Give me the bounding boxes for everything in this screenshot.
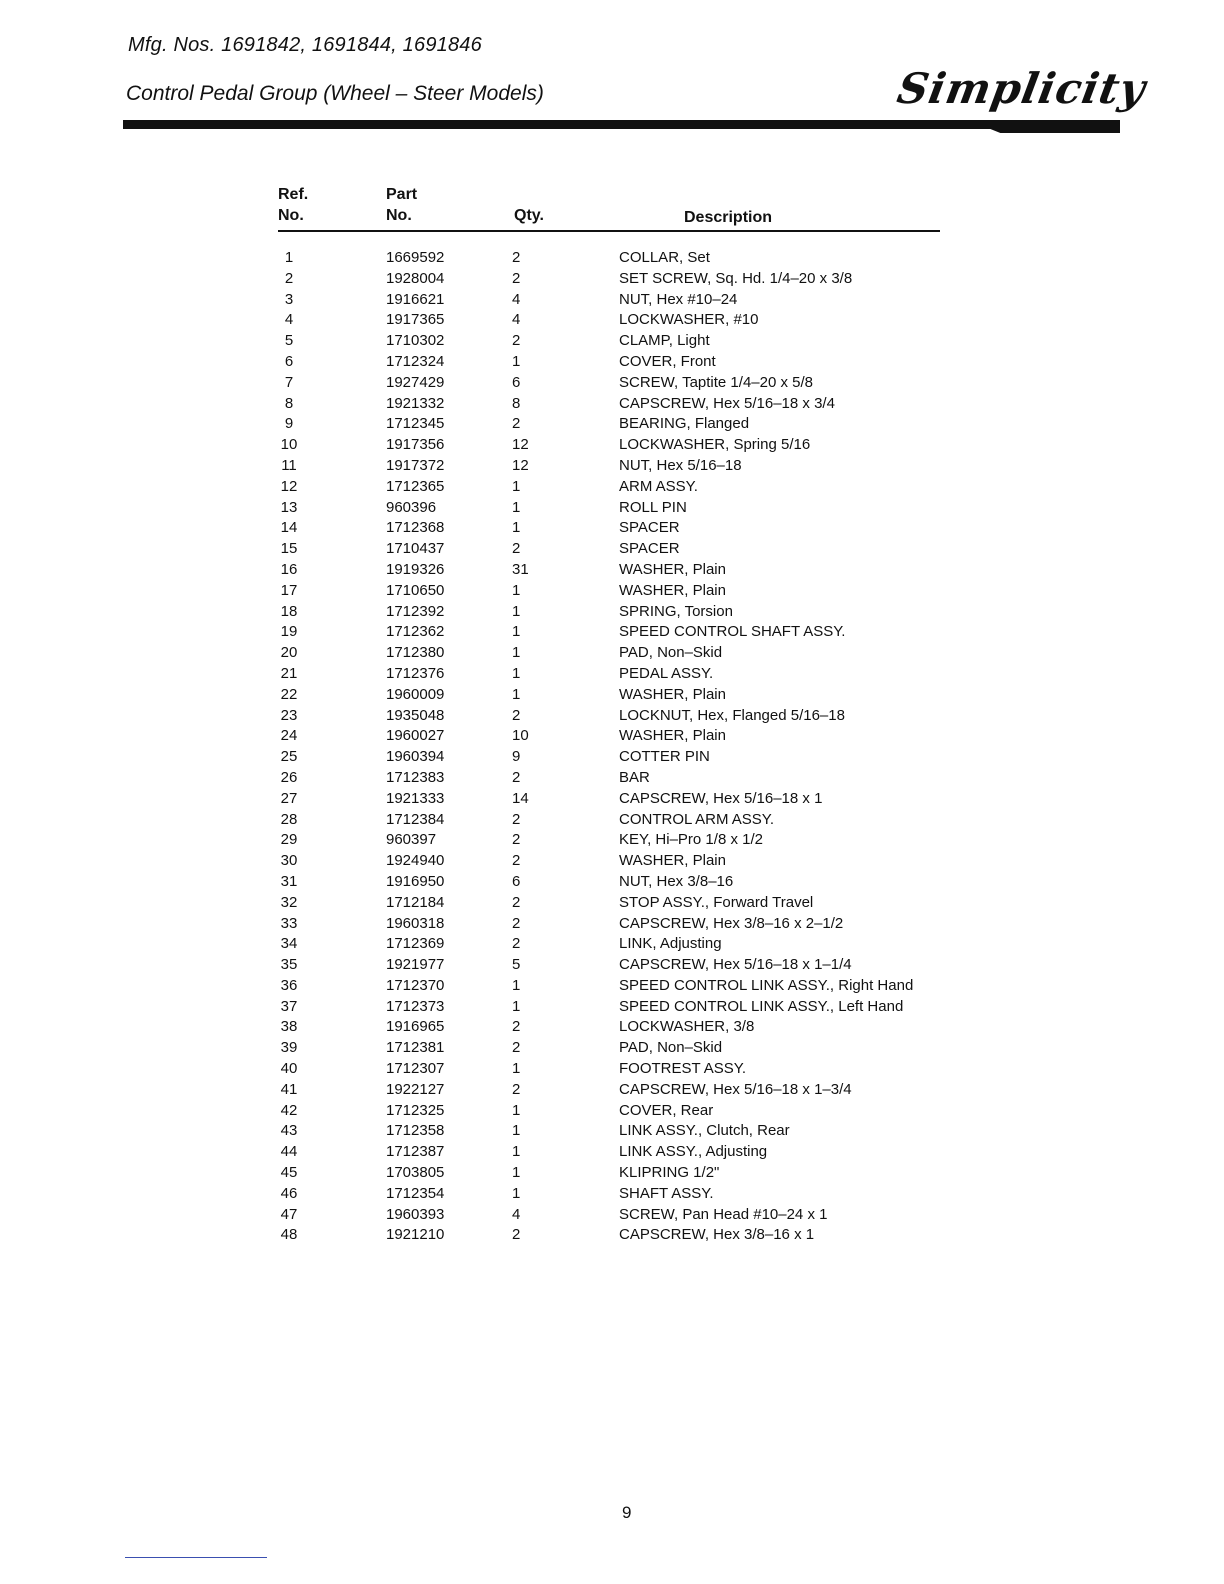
part-number: 1712307 [386, 1060, 445, 1078]
table-row [0, 1101, 1224, 1122]
table-row [0, 373, 1224, 394]
table-row [0, 893, 1224, 914]
quantity: 1 [512, 997, 521, 1015]
ref-number: 29 [280, 831, 298, 849]
quantity: 6 [512, 373, 521, 391]
ref-number: 6 [284, 352, 294, 370]
column-header-qty: Qty. [514, 207, 544, 224]
part-number: 1921977 [386, 956, 445, 974]
ref-number: 28 [280, 810, 298, 828]
table-row [0, 976, 1224, 997]
table-row [0, 643, 1224, 664]
part-number: 1916965 [386, 1018, 445, 1036]
quantity: 4 [512, 290, 521, 308]
quantity: 5 [512, 956, 521, 974]
quantity: 6 [512, 872, 521, 890]
description: CAPSCREW, Hex 3/8–16 x 1 [619, 1226, 815, 1244]
description: SET SCREW, Sq. Hd. 1/4–20 x 3/8 [619, 269, 853, 287]
table-row [0, 706, 1224, 727]
table-row [0, 789, 1224, 810]
table-row [0, 1163, 1224, 1184]
part-number: 1712381 [386, 1039, 445, 1057]
quantity: 2 [512, 1080, 521, 1098]
ref-number: 43 [280, 1122, 298, 1140]
quantity: 2 [512, 269, 521, 287]
description: SPRING, Torsion [619, 602, 733, 620]
part-number: 1712384 [386, 810, 445, 828]
quantity: 2 [512, 706, 521, 724]
quantity: 1 [512, 602, 521, 620]
table-row [0, 456, 1224, 477]
description: KEY, Hi–Pro 1/8 x 1/2 [619, 831, 763, 849]
table-row [0, 685, 1224, 706]
table-row [0, 602, 1224, 623]
ref-number: 38 [280, 1018, 298, 1036]
table-row [0, 498, 1224, 519]
table-row [0, 872, 1224, 893]
table-row [0, 269, 1224, 290]
ref-number: 46 [280, 1184, 298, 1202]
table-row [0, 581, 1224, 602]
description: SCREW, Taptite 1/4–20 x 5/8 [619, 373, 813, 391]
table-row [0, 830, 1224, 851]
quantity: 2 [512, 1039, 521, 1057]
part-number: 1916950 [386, 872, 445, 890]
table-row [0, 1184, 1224, 1205]
part-number: 1917365 [386, 311, 445, 329]
quantity: 2 [512, 249, 521, 266]
quantity: 9 [512, 748, 521, 766]
description: ROLL PIN [619, 498, 687, 516]
table-row [0, 1059, 1224, 1080]
part-number: 1928004 [386, 269, 445, 287]
quantity: 12 [512, 456, 529, 474]
table-row [0, 1121, 1224, 1142]
part-number: 1712345 [386, 415, 445, 433]
table-row [0, 934, 1224, 955]
brand-logo: Simplicity [893, 64, 1150, 113]
description: BAR [619, 768, 650, 786]
table-row [0, 1017, 1224, 1038]
column-header-ref-line1: Ref. [278, 186, 309, 203]
quantity: 4 [512, 311, 521, 329]
description: NUT, Hex 5/16–18 [619, 456, 742, 474]
table-row [0, 435, 1224, 456]
table-row [0, 768, 1224, 789]
column-header-part-line1: Part [386, 186, 418, 203]
description: BEARING, Flanged [619, 415, 750, 433]
part-number: 960397 [386, 831, 437, 849]
quantity: 2 [512, 831, 521, 849]
part-number: 1919326 [386, 560, 445, 578]
part-number: 1917356 [386, 436, 445, 454]
table-row [0, 997, 1224, 1018]
part-number: 1669592 [386, 249, 445, 266]
quantity: 2 [512, 540, 521, 558]
quantity: 14 [512, 789, 529, 807]
ref-number: 9 [284, 415, 294, 433]
table-row [0, 810, 1224, 831]
ref-number: 23 [280, 706, 298, 724]
description: CAPSCREW, Hex 5/16–18 x 1–1/4 [619, 956, 852, 974]
part-number: 1703805 [386, 1164, 445, 1182]
quantity: 1 [512, 685, 521, 703]
table-row [0, 747, 1224, 768]
description: LOCKWASHER, #10 [619, 311, 759, 329]
bottom-link-line [125, 1557, 267, 1558]
description: LINK, Adjusting [619, 935, 722, 953]
part-number: 1916621 [386, 290, 445, 308]
description: COLLAR, Set [619, 249, 710, 266]
part-number: 1935048 [386, 706, 445, 724]
quantity: 31 [512, 560, 529, 578]
description: CAPSCREW, Hex 5/16–18 x 1–3/4 [619, 1080, 852, 1098]
header-rule [123, 120, 1120, 129]
quantity: 2 [512, 415, 521, 433]
ref-number: 20 [280, 644, 298, 662]
quantity: 2 [512, 852, 521, 870]
quantity: 2 [512, 332, 521, 350]
ref-number: 1 [284, 249, 294, 266]
description: SPEED CONTROL LINK ASSY., Left Hand [619, 997, 904, 1015]
part-number: 1712368 [386, 519, 445, 537]
page-title: Control Pedal Group (Wheel – Steer Models) [126, 82, 544, 105]
description: SPEED CONTROL LINK ASSY., Right Hand [619, 976, 914, 994]
column-header-ref-line2: No. [278, 207, 304, 224]
quantity: 1 [512, 1122, 521, 1140]
quantity: 1 [512, 1060, 521, 1078]
table-row [0, 955, 1224, 976]
description: ARM ASSY. [619, 477, 698, 495]
description: LINK ASSY., Adjusting [619, 1143, 768, 1161]
page-number: 9 [622, 1503, 632, 1522]
description: STOP ASSY., Forward Travel [619, 893, 814, 911]
part-number: 1927429 [386, 373, 445, 391]
part-number: 1921332 [386, 394, 445, 412]
quantity: 2 [512, 810, 521, 828]
ref-number: 40 [280, 1060, 298, 1078]
description: CLAMP, Light [619, 332, 710, 350]
description: LOCKWASHER, 3/8 [619, 1018, 755, 1036]
ref-number: 31 [280, 872, 298, 890]
quantity: 1 [512, 581, 521, 599]
table-row [0, 1142, 1224, 1163]
table-row [0, 1038, 1224, 1059]
part-number: 960396 [386, 498, 437, 516]
quantity: 2 [512, 1018, 521, 1036]
quantity: 1 [512, 477, 521, 495]
description: NUT, Hex 3/8–16 [619, 872, 734, 890]
table-row [0, 664, 1224, 685]
ref-number: 41 [280, 1080, 298, 1098]
ref-number: 27 [280, 789, 298, 807]
ref-number: 44 [280, 1143, 298, 1161]
table-row [0, 331, 1224, 352]
description: NUT, Hex #10–24 [619, 290, 738, 308]
table-row [0, 414, 1224, 435]
part-number: 1960393 [386, 1205, 445, 1223]
quantity: 1 [512, 1101, 521, 1119]
ref-number: 14 [280, 519, 298, 537]
ref-number: 25 [280, 748, 298, 766]
description: SPACER [619, 540, 680, 558]
description: WASHER, Plain [619, 560, 726, 578]
table-row [0, 851, 1224, 872]
part-number: 1712358 [386, 1122, 445, 1140]
ref-number: 8 [284, 394, 294, 412]
part-number: 1712373 [386, 997, 445, 1015]
description: COVER, Rear [619, 1101, 714, 1119]
ref-number: 24 [280, 727, 298, 745]
description: LOCKNUT, Hex, Flanged 5/16–18 [619, 706, 845, 724]
part-number: 1712362 [386, 623, 445, 641]
ref-number: 10 [280, 436, 298, 454]
description: KLIPRING 1/2" [619, 1164, 720, 1182]
ref-number: 35 [280, 956, 298, 974]
description: SCREW, Pan Head #10–24 x 1 [619, 1205, 828, 1223]
ref-number: 39 [280, 1039, 298, 1057]
column-header-part-line2: No. [386, 207, 412, 224]
description: LOCKWASHER, Spring 5/16 [619, 436, 811, 454]
column-header-rule [278, 230, 940, 232]
ref-number: 7 [284, 373, 294, 391]
part-number: 1922127 [386, 1080, 445, 1098]
quantity: 2 [512, 935, 521, 953]
table-row [0, 622, 1224, 643]
ref-number: 11 [281, 456, 297, 474]
ref-number: 5 [284, 332, 294, 350]
ref-number: 13 [280, 498, 298, 516]
part-number: 1960027 [386, 727, 445, 745]
ref-number: 3 [284, 290, 294, 308]
column-header-part [386, 184, 417, 226]
ref-number: 19 [280, 623, 298, 641]
table-row [0, 394, 1224, 415]
table-row [0, 290, 1224, 311]
quantity: 1 [512, 519, 521, 537]
description: WASHER, Plain [619, 581, 726, 599]
ref-number: 42 [280, 1101, 298, 1119]
part-number: 1712370 [386, 976, 445, 994]
part-number: 1710302 [386, 332, 445, 350]
quantity: 1 [512, 1164, 521, 1182]
description: WASHER, Plain [619, 852, 726, 870]
quantity: 10 [512, 727, 529, 745]
quantity: 1 [512, 352, 521, 370]
header-rule-lower [123, 129, 1120, 133]
part-number: 1712354 [386, 1184, 445, 1202]
part-number: 1712369 [386, 935, 445, 953]
description: SPEED CONTROL SHAFT ASSY. [619, 623, 846, 641]
table-row [0, 518, 1224, 539]
quantity: 2 [512, 893, 521, 911]
part-number: 1960009 [386, 685, 445, 703]
table-row [0, 310, 1224, 331]
quantity: 1 [512, 664, 521, 682]
part-number: 1924940 [386, 852, 445, 870]
quantity: 2 [512, 914, 521, 932]
ref-number: 34 [280, 935, 298, 953]
table-row [0, 560, 1224, 581]
table-row [0, 352, 1224, 373]
table-row [0, 477, 1224, 498]
part-number: 1712365 [386, 477, 445, 495]
part-number: 1921333 [386, 789, 445, 807]
part-number: 1712387 [386, 1143, 445, 1161]
part-number: 1960318 [386, 914, 445, 932]
quantity: 4 [512, 1205, 521, 1223]
description: COVER, Front [619, 352, 716, 370]
ref-number: 18 [280, 602, 298, 620]
part-number: 1712376 [386, 664, 445, 682]
ref-number: 37 [280, 997, 298, 1015]
description: PAD, Non–Skid [619, 1039, 723, 1057]
description: PAD, Non–Skid [619, 644, 723, 662]
ref-number: 21 [280, 664, 298, 682]
description: CONTROL ARM ASSY. [619, 810, 775, 828]
part-number: 1710437 [386, 540, 445, 558]
description: LINK ASSY., Clutch, Rear [619, 1122, 790, 1140]
ref-number: 16 [280, 560, 298, 578]
description: FOOTREST ASSY. [619, 1060, 746, 1078]
ref-number: 22 [280, 685, 298, 703]
ref-number: 36 [280, 976, 298, 994]
quantity: 1 [512, 644, 521, 662]
part-number: 1712184 [386, 893, 445, 911]
table-row [0, 1080, 1224, 1101]
column-header-ref [278, 184, 308, 226]
description: CAPSCREW, Hex 5/16–18 x 3/4 [619, 394, 835, 412]
description: PEDAL ASSY. [619, 664, 714, 682]
mfg-numbers: Mfg. Nos. 1691842, 1691844, 1691846 [128, 34, 482, 56]
table-row [0, 539, 1224, 560]
table-row [0, 1225, 1224, 1246]
ref-number: 32 [280, 893, 298, 911]
table-row [0, 726, 1224, 747]
parts-list [0, 248, 1224, 1246]
ref-number: 12 [280, 477, 298, 495]
part-number: 1960394 [386, 748, 445, 766]
quantity: 1 [512, 1143, 521, 1161]
table-row [0, 914, 1224, 935]
ref-number: 17 [280, 581, 298, 599]
quantity: 12 [512, 436, 529, 454]
ref-number: 47 [280, 1205, 298, 1223]
description: CAPSCREW, Hex 5/16–18 x 1 [619, 789, 823, 807]
table-row [0, 1205, 1224, 1226]
quantity: 1 [512, 976, 521, 994]
ref-number: 33 [280, 914, 298, 932]
quantity: 1 [512, 498, 521, 516]
part-number: 1712325 [386, 1101, 445, 1119]
column-header-description: Description [684, 209, 773, 226]
ref-number: 26 [280, 768, 298, 786]
part-number: 1917372 [386, 456, 445, 474]
ref-number: 45 [280, 1164, 298, 1182]
description: SHAFT ASSY. [619, 1184, 714, 1202]
part-number: 1712324 [386, 352, 445, 370]
quantity: 2 [512, 1226, 521, 1244]
quantity: 1 [512, 623, 521, 641]
ref-number: 30 [280, 852, 298, 870]
quantity: 1 [512, 1184, 521, 1202]
ref-number: 15 [280, 540, 298, 558]
part-number: 1712383 [386, 768, 445, 786]
ref-number: 4 [284, 311, 294, 329]
part-number: 1712380 [386, 644, 445, 662]
description: WASHER, Plain [619, 727, 726, 745]
part-number: 1921210 [386, 1226, 445, 1244]
description: COTTER PIN [619, 748, 710, 766]
quantity: 2 [512, 768, 521, 786]
description: CAPSCREW, Hex 3/8–16 x 2–1/2 [619, 914, 844, 932]
table-row [0, 248, 1224, 269]
description: SPACER [619, 519, 680, 537]
description: WASHER, Plain [619, 685, 726, 703]
part-number: 1712392 [386, 602, 445, 620]
part-number: 1710650 [386, 581, 445, 599]
ref-number: 2 [284, 269, 294, 287]
quantity: 8 [512, 394, 521, 412]
ref-number: 48 [280, 1226, 298, 1244]
